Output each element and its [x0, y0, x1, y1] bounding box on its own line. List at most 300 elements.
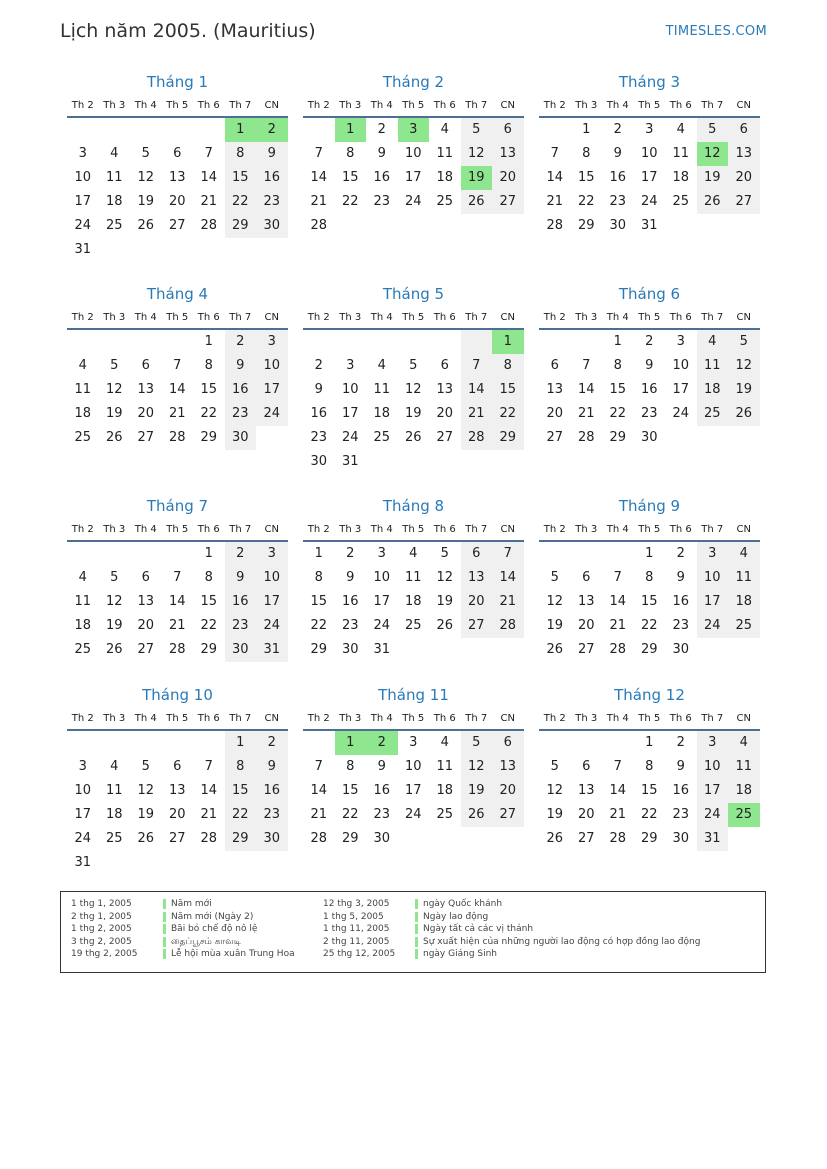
day-cell: 18	[436, 170, 454, 185]
day-cell: 12	[546, 594, 564, 609]
day-cell: 7	[314, 146, 323, 161]
day-cell: 11	[105, 783, 123, 798]
day-cell: 30	[373, 831, 391, 846]
weekday-header	[67, 306, 288, 330]
day-cell: 21	[200, 807, 218, 822]
day-cell: 10	[404, 146, 422, 161]
day-cell: 5	[110, 570, 119, 585]
day-cell: 6	[582, 570, 591, 585]
weekday-label: Th 2	[307, 312, 330, 323]
day-cell: 3	[676, 334, 685, 349]
legend-holiday-name: ngày Quốc khánh	[423, 899, 503, 909]
day-cell: 31	[74, 855, 92, 870]
weekday-header	[539, 518, 760, 542]
empty-cell	[193, 118, 225, 142]
day-cell: 28	[168, 642, 186, 657]
day-cell: 28	[168, 430, 186, 445]
weekday-label: Th 5	[166, 713, 189, 724]
day-cell: 15	[577, 170, 595, 185]
day-cell: 29	[640, 831, 658, 846]
day-cell: 15	[225, 166, 257, 190]
empty-cell	[398, 330, 430, 354]
day-cell: 2	[676, 546, 685, 561]
empty-cell	[67, 118, 99, 142]
day-cell: 1	[204, 546, 213, 561]
day-cell: 10	[404, 759, 422, 774]
day-cell: 5	[110, 358, 119, 373]
day-cell: 14	[310, 170, 328, 185]
day-cell: 10	[256, 354, 288, 378]
legend-date: 1 thg 11, 2005	[323, 924, 390, 934]
weekday-label: Th 6	[669, 312, 692, 323]
month-title: Tháng 2	[382, 73, 445, 91]
day-cell: 10	[672, 358, 690, 373]
day-grid	[67, 118, 288, 262]
weekday-label: Th 2	[71, 524, 94, 535]
day-grid	[303, 542, 524, 662]
day-cell: 14	[310, 783, 328, 798]
day-cell: 10	[697, 755, 729, 779]
month-title: Tháng 3	[618, 73, 681, 91]
weekday-label: Th 5	[166, 312, 189, 323]
weekday-label: Th 3	[103, 713, 126, 724]
day-cell: 5	[440, 546, 449, 561]
day-cell: 21	[577, 406, 595, 421]
empty-cell	[162, 118, 194, 142]
weekday-label: Th 6	[197, 100, 220, 111]
day-cell: 25	[728, 614, 760, 638]
day-cell: 22	[341, 194, 359, 209]
day-cell: 27	[461, 614, 493, 638]
day-cell: 26	[461, 803, 493, 827]
day-cell: 10	[697, 566, 729, 590]
weekday-label: Th 6	[197, 524, 220, 535]
weekday-label: Th 3	[575, 713, 598, 724]
legend-holiday-name: Ngày lao động	[423, 911, 489, 922]
weekday-label: Th 3	[339, 312, 362, 323]
day-cell: 28	[609, 831, 627, 846]
day-cell: 31	[697, 827, 729, 851]
month-title: Tháng 7	[146, 497, 209, 515]
day-cell: 28	[546, 218, 564, 233]
day-cell: 22	[225, 190, 257, 214]
day-cell: 21	[461, 402, 493, 426]
day-cell: 23	[373, 194, 391, 209]
day-cell: 29	[200, 430, 218, 445]
day-cell: 1	[204, 334, 213, 349]
day-cell: 15	[492, 378, 524, 402]
day-cell: 3	[78, 759, 87, 774]
day-cell: 2	[645, 334, 654, 349]
day-cell: 2	[613, 122, 622, 137]
day-cell: 19	[728, 378, 760, 402]
day-cell: 22	[200, 618, 218, 633]
day-cell: 1	[335, 731, 367, 755]
day-cell: 5	[550, 570, 559, 585]
day-cell: 26	[105, 642, 123, 657]
legend-date: 2 thg 11, 2005	[323, 936, 390, 947]
empty-cell	[67, 731, 99, 755]
day-cell: 4	[78, 570, 87, 585]
empty-cell	[67, 330, 99, 354]
day-cell: 3	[409, 735, 418, 750]
day-cell: 17	[74, 194, 92, 209]
weekday-label: CN	[736, 100, 751, 111]
day-cell: 2	[225, 330, 257, 354]
weekday-label: Th 7	[229, 100, 252, 111]
day-cell: 21	[200, 194, 218, 209]
weekday-label: Th 4	[134, 524, 157, 535]
day-cell: 29	[341, 831, 359, 846]
day-cell: 10	[74, 170, 92, 185]
weekday-header	[67, 94, 288, 118]
day-cell: 18	[373, 406, 391, 421]
month-calendar	[303, 683, 524, 883]
day-cell: 22	[225, 803, 257, 827]
day-cell: 3	[697, 542, 729, 566]
day-cell: 13	[577, 783, 595, 798]
day-cell: 17	[74, 807, 92, 822]
day-cell: 7	[173, 570, 182, 585]
brand-link[interactable]: TIMESLES.COM	[665, 24, 767, 39]
day-cell: 24	[256, 614, 288, 638]
day-cell: 4	[697, 330, 729, 354]
day-cell: 25	[74, 642, 92, 657]
day-cell: 20	[168, 194, 186, 209]
weekday-label: Th 4	[606, 713, 629, 724]
day-cell: 21	[310, 807, 328, 822]
day-grid	[539, 118, 760, 238]
day-cell: 29	[225, 827, 257, 851]
weekday-label: Th 5	[638, 524, 661, 535]
day-cell: 28	[310, 831, 328, 846]
day-cell: 1	[492, 330, 524, 354]
empty-cell	[99, 118, 131, 142]
day-cell: 4	[676, 122, 685, 137]
day-cell: 22	[341, 807, 359, 822]
day-cell: 27	[577, 831, 595, 846]
day-cell: 30	[672, 642, 690, 657]
day-cell: 7	[204, 146, 213, 161]
legend-marker	[163, 924, 166, 934]
day-cell: 16	[256, 166, 288, 190]
weekday-label: Th 4	[370, 713, 393, 724]
day-grid	[67, 731, 288, 875]
weekday-label: Th 4	[606, 100, 629, 111]
day-cell: 29	[609, 430, 627, 445]
day-cell: 26	[546, 642, 564, 657]
month-title: Tháng 8	[382, 497, 445, 515]
weekday-label: Th 3	[103, 312, 126, 323]
page-title: Lịch năm 2005. (Mauritius)	[60, 20, 316, 42]
day-cell: 8	[204, 358, 213, 373]
weekday-label: Th 2	[543, 312, 566, 323]
day-cell: 24	[341, 430, 359, 445]
day-cell: 19	[105, 618, 123, 633]
day-cell: 11	[373, 382, 391, 397]
weekday-label: Th 3	[103, 100, 126, 111]
day-cell: 25	[373, 430, 391, 445]
day-cell: 12	[697, 142, 729, 166]
day-cell: 13	[492, 142, 524, 166]
month-calendar	[303, 70, 524, 282]
day-cell: 20	[492, 779, 524, 803]
day-cell: 24	[256, 402, 288, 426]
day-cell: 4	[440, 735, 449, 750]
weekday-label: Th 2	[543, 713, 566, 724]
day-cell: 15	[640, 783, 658, 798]
day-cell: 14	[168, 594, 186, 609]
day-cell: 24	[404, 194, 422, 209]
day-cell: 23	[256, 803, 288, 827]
empty-cell	[67, 542, 99, 566]
day-cell: 13	[137, 594, 155, 609]
day-cell: 30	[256, 214, 288, 238]
day-cell: 9	[613, 146, 622, 161]
weekday-label: Th 6	[669, 524, 692, 535]
weekday-label: Th 4	[134, 312, 157, 323]
weekday-label: Th 7	[701, 713, 724, 724]
weekday-header	[303, 94, 524, 118]
day-cell: 8	[613, 358, 622, 373]
empty-cell	[602, 542, 634, 566]
empty-cell	[162, 542, 194, 566]
day-cell: 25	[404, 618, 422, 633]
day-cell: 15	[225, 779, 257, 803]
day-cell: 7	[461, 354, 493, 378]
day-cell: 10	[256, 566, 288, 590]
empty-cell	[539, 731, 571, 755]
day-cell: 2	[346, 546, 355, 561]
empty-cell	[461, 330, 493, 354]
weekday-label: Th 7	[465, 312, 488, 323]
day-cell: 14	[492, 566, 524, 590]
weekday-label: Th 5	[166, 524, 189, 535]
day-cell: 30	[640, 430, 658, 445]
day-cell: 27	[168, 831, 186, 846]
weekday-label: Th 6	[433, 312, 456, 323]
day-cell: 11	[697, 354, 729, 378]
month-title: Tháng 11	[378, 686, 449, 704]
day-cell: 25	[105, 218, 123, 233]
day-cell: 31	[373, 642, 391, 657]
day-cell: 6	[492, 731, 524, 755]
day-cell: 1	[314, 546, 323, 561]
day-cell: 28	[609, 642, 627, 657]
day-cell: 1	[335, 118, 367, 142]
weekday-header	[539, 94, 760, 118]
day-cell: 15	[200, 594, 218, 609]
day-cell: 28	[310, 218, 328, 233]
day-cell: 22	[310, 618, 328, 633]
day-cell: 19	[697, 166, 729, 190]
day-cell: 31	[256, 638, 288, 662]
day-cell: 6	[492, 118, 524, 142]
day-cell: 25	[672, 194, 690, 209]
day-grid	[539, 330, 760, 450]
month-calendar	[303, 282, 524, 494]
day-grid	[303, 118, 524, 238]
day-cell: 20	[577, 618, 595, 633]
day-cell: 11	[105, 170, 123, 185]
day-cell: 4	[728, 542, 760, 566]
day-cell: 9	[377, 759, 386, 774]
legend-holiday-name: Ngày tất cả các vị thánh	[423, 924, 534, 934]
day-cell: 26	[697, 190, 729, 214]
day-cell: 1	[645, 546, 654, 561]
weekday-label: CN	[736, 713, 751, 724]
legend-marker	[415, 912, 418, 922]
day-cell: 3	[697, 731, 729, 755]
empty-cell	[99, 542, 131, 566]
day-cell: 17	[341, 406, 359, 421]
day-cell: 30	[609, 218, 627, 233]
day-cell: 10	[373, 570, 391, 585]
day-cell: 12	[105, 594, 123, 609]
legend-holiday-name: Lễ hội mùa xuân Trung Hoa	[171, 949, 295, 959]
day-cell: 24	[672, 406, 690, 421]
day-cell: 12	[461, 142, 493, 166]
weekday-label: CN	[736, 524, 751, 535]
day-cell: 6	[173, 146, 182, 161]
day-cell: 23	[225, 614, 257, 638]
day-cell: 2	[366, 731, 398, 755]
day-grid	[303, 731, 524, 851]
day-cell: 20	[436, 406, 454, 421]
weekday-header	[67, 707, 288, 731]
day-cell: 16	[225, 378, 257, 402]
day-cell: 4	[409, 546, 418, 561]
day-cell: 19	[461, 166, 493, 190]
day-cell: 13	[728, 142, 760, 166]
day-cell: 4	[110, 146, 119, 161]
weekday-label: Th 2	[71, 713, 94, 724]
day-cell: 14	[461, 378, 493, 402]
month-title: Tháng 9	[618, 497, 681, 515]
day-cell: 19	[105, 406, 123, 421]
day-cell: 5	[697, 118, 729, 142]
day-cell: 7	[314, 759, 323, 774]
weekday-label: CN	[500, 713, 515, 724]
day-cell: 16	[256, 779, 288, 803]
day-cell: 21	[546, 194, 564, 209]
day-cell: 18	[74, 406, 92, 421]
day-cell: 8	[225, 755, 257, 779]
day-cell: 11	[672, 146, 690, 161]
empty-cell	[162, 330, 194, 354]
weekday-label: CN	[264, 713, 279, 724]
day-cell: 19	[404, 406, 422, 421]
day-cell: 12	[461, 755, 493, 779]
weekday-label: Th 4	[606, 312, 629, 323]
weekday-label: Th 3	[103, 524, 126, 535]
legend-marker	[163, 937, 166, 947]
month-calendar	[303, 494, 524, 683]
day-cell: 28	[577, 430, 595, 445]
day-cell: 19	[546, 807, 564, 822]
weekday-label: Th 6	[197, 312, 220, 323]
legend-marker	[415, 937, 418, 947]
weekday-label: Th 7	[229, 713, 252, 724]
weekday-header	[303, 707, 524, 731]
day-cell: 9	[314, 382, 323, 397]
day-cell: 18	[728, 779, 760, 803]
day-cell: 7	[173, 358, 182, 373]
day-cell: 29	[200, 642, 218, 657]
legend-holiday-name: Năm mới (Ngày 2)	[171, 911, 254, 922]
day-cell: 5	[461, 118, 493, 142]
day-cell: 30	[225, 426, 257, 450]
day-cell: 26	[137, 831, 155, 846]
weekday-label: Th 4	[134, 100, 157, 111]
weekday-label: Th 7	[465, 713, 488, 724]
day-cell: 16	[672, 783, 690, 798]
day-cell: 6	[141, 358, 150, 373]
weekday-label: Th 7	[701, 312, 724, 323]
day-cell: 23	[373, 807, 391, 822]
day-cell: 15	[609, 382, 627, 397]
day-cell: 13	[137, 382, 155, 397]
day-cell: 26	[137, 218, 155, 233]
month-calendar	[539, 683, 760, 883]
day-cell: 16	[640, 382, 658, 397]
day-cell: 11	[74, 382, 92, 397]
day-cell: 18	[697, 378, 729, 402]
legend-holiday-name: Bãi bỏ chế độ nô lệ	[171, 924, 258, 934]
day-cell: 9	[225, 566, 257, 590]
empty-cell	[130, 118, 162, 142]
day-cell: 4	[728, 731, 760, 755]
weekday-label: Th 7	[701, 100, 724, 111]
day-cell: 12	[105, 382, 123, 397]
day-cell: 27	[137, 642, 155, 657]
day-cell: 22	[609, 406, 627, 421]
month-calendar	[539, 494, 760, 683]
weekday-label: Th 5	[402, 524, 425, 535]
weekday-label: Th 3	[339, 524, 362, 535]
weekday-label: Th 2	[307, 100, 330, 111]
day-cell: 24	[373, 618, 391, 633]
day-grid	[303, 330, 524, 474]
day-cell: 18	[728, 590, 760, 614]
month-calendar	[539, 282, 760, 494]
day-cell: 8	[204, 570, 213, 585]
day-cell: 7	[613, 759, 622, 774]
day-cell: 15	[341, 170, 359, 185]
day-cell: 17	[373, 594, 391, 609]
day-cell: 17	[404, 783, 422, 798]
weekday-label: Th 5	[638, 100, 661, 111]
weekday-label: CN	[264, 312, 279, 323]
day-cell: 28	[461, 426, 493, 450]
day-cell: 3	[346, 358, 355, 373]
day-cell: 2	[256, 731, 288, 755]
empty-cell	[193, 731, 225, 755]
weekday-label: CN	[264, 524, 279, 535]
day-cell: 19	[436, 594, 454, 609]
day-cell: 1	[225, 118, 257, 142]
weekday-label: Th 7	[465, 524, 488, 535]
day-cell: 16	[373, 783, 391, 798]
day-cell: 23	[225, 402, 257, 426]
day-cell: 14	[577, 382, 595, 397]
day-cell: 24	[74, 831, 92, 846]
day-cell: 17	[256, 590, 288, 614]
weekday-label: Th 2	[71, 100, 94, 111]
legend-marker	[415, 949, 418, 959]
day-cell: 1	[582, 122, 591, 137]
weekday-label: Th 2	[71, 312, 94, 323]
